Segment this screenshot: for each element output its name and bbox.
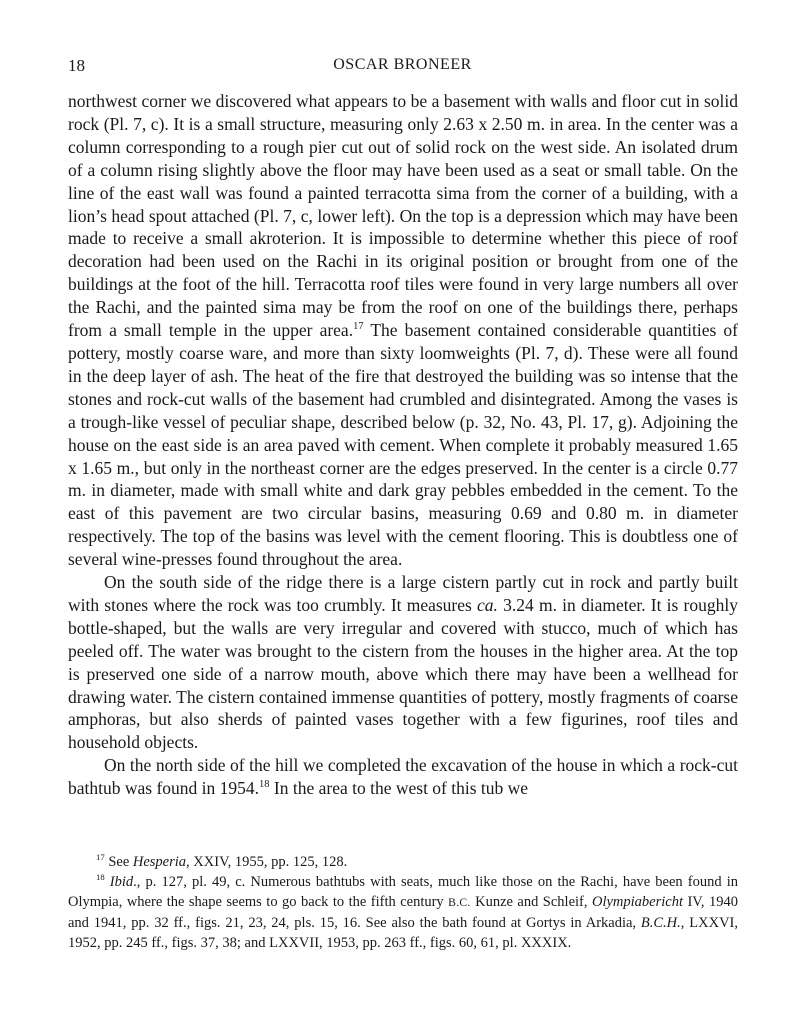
paragraph-3: On the north side of the hill we completed the excavation of the house in which a rock-cut bathtub was found in 1954.18 In the area to the west of this tub we: [68, 755, 738, 799]
footnote-17: $^{17}$ See Hesperia, XXIV, 1955, pp. 125, 128.: [96, 852, 348, 870]
body-text: [68, 90, 738, 800]
paragraph-2: On the south side of the ridge there is a large cistern partly cut in rock and partly built with stones where the rock was too crumbly. It measures ca. 3.24 m. in diameter. It is roughly bottle-shaped, but the walls are very irregular and covered with stucco, much of which has peeled off. The water was brought to the cistern from the houses in the higher area. At the top is preserved one side of a narrow mouth, above which there may have been a wellhead for drawing water. The cistern contained immense quantities of pottery, mostly fragments of coarse amphoras, but also sherds of painted vases together with a few figurines, roof tiles and household objects.: [68, 572, 738, 753]
footnote-ref-17[interactable]: 17: [353, 321, 364, 333]
page-number: 18: [68, 56, 85, 75]
footnotes: [68, 852, 738, 953]
footnote-18: $^{18}$ Ibid., p. 127, pl. 49, c. Numerous bathtubs with seats, much like those on the Rachi, have been found in Olympia, where the shape seems to go back to the fifth century B.C. Kunze and Schleif, Olympiabericht IV, 1940 and 1941, pp. 32 ff., figs. 21, 23, 24, pls. 15, 16. See also the bath found at Gortys in Arkadia, B.C.H., LXXVI, 1952, pp. 245 ff., figs. 37, 38; and LXXVII, 1953, pp. 263 ff., figs. 60, 61, pl. XXXIX.: [68, 872, 738, 951]
running-head: OSCAR BRONEER: [333, 56, 472, 73]
footnote-ref-18[interactable]: 18: [259, 779, 270, 791]
paragraph-1: northwest corner we discovered what appears to be a basement with walls and floor cut in solid rock (Pl. 7, c). It is a small structure, measuring only 2.63 x 2.50 m. in area. In the center was a column corresponding to a rough pier cut out of solid rock on the west side. An isolated drum of a column rising slightly above the floor may have been used as a seat or small table. On the line of the east wall was found a painted terracotta sima from the corner of a building, with a lion’s head spout attached (Pl. 7, c, lower left). On the top is a depression which may have been made to receive a small akroterion. It is impossible to determine whether this piece of roof decoration had been used on the Rachi in its original position or brought from one of the buildings at the foot of the hill. Terracotta roof tiles were found in very large numbers all over the Rachi, and the painted sima may be from the roof on one of the buildings there, perhaps from a small temple in the upper area.$^{17}$ The basement contained considerable quantities of pottery, mostly coarse ware, and more than sixty loomweights (Pl. 7, d). These were all found in the deep layer of ash. The heat of the fire that destroyed the building was so intense that the stones and rock-cut walls of the basement had crumbled and disintegrated. Among the vases is a trough-like vessel of peculiar shape, described below (p. 32, No. 43, Pl. 17, g). Adjoining the house on the east side is an area paved with cement. When complete it probably measured 1.65 x 1.65 m., but only in the northeast corner are the edges preserved. In the center is a circle 0.77 m. in diameter, made with small white and dark gray pebbles embedded in the cement. To the east of this pavement are two circular basins, measuring 0.69 and 0.80 m. in diameter respectively. The top of the basins was level with the cement flooring. This is doubtless one of several wine-presses found throughout the area.: [68, 91, 738, 570]
